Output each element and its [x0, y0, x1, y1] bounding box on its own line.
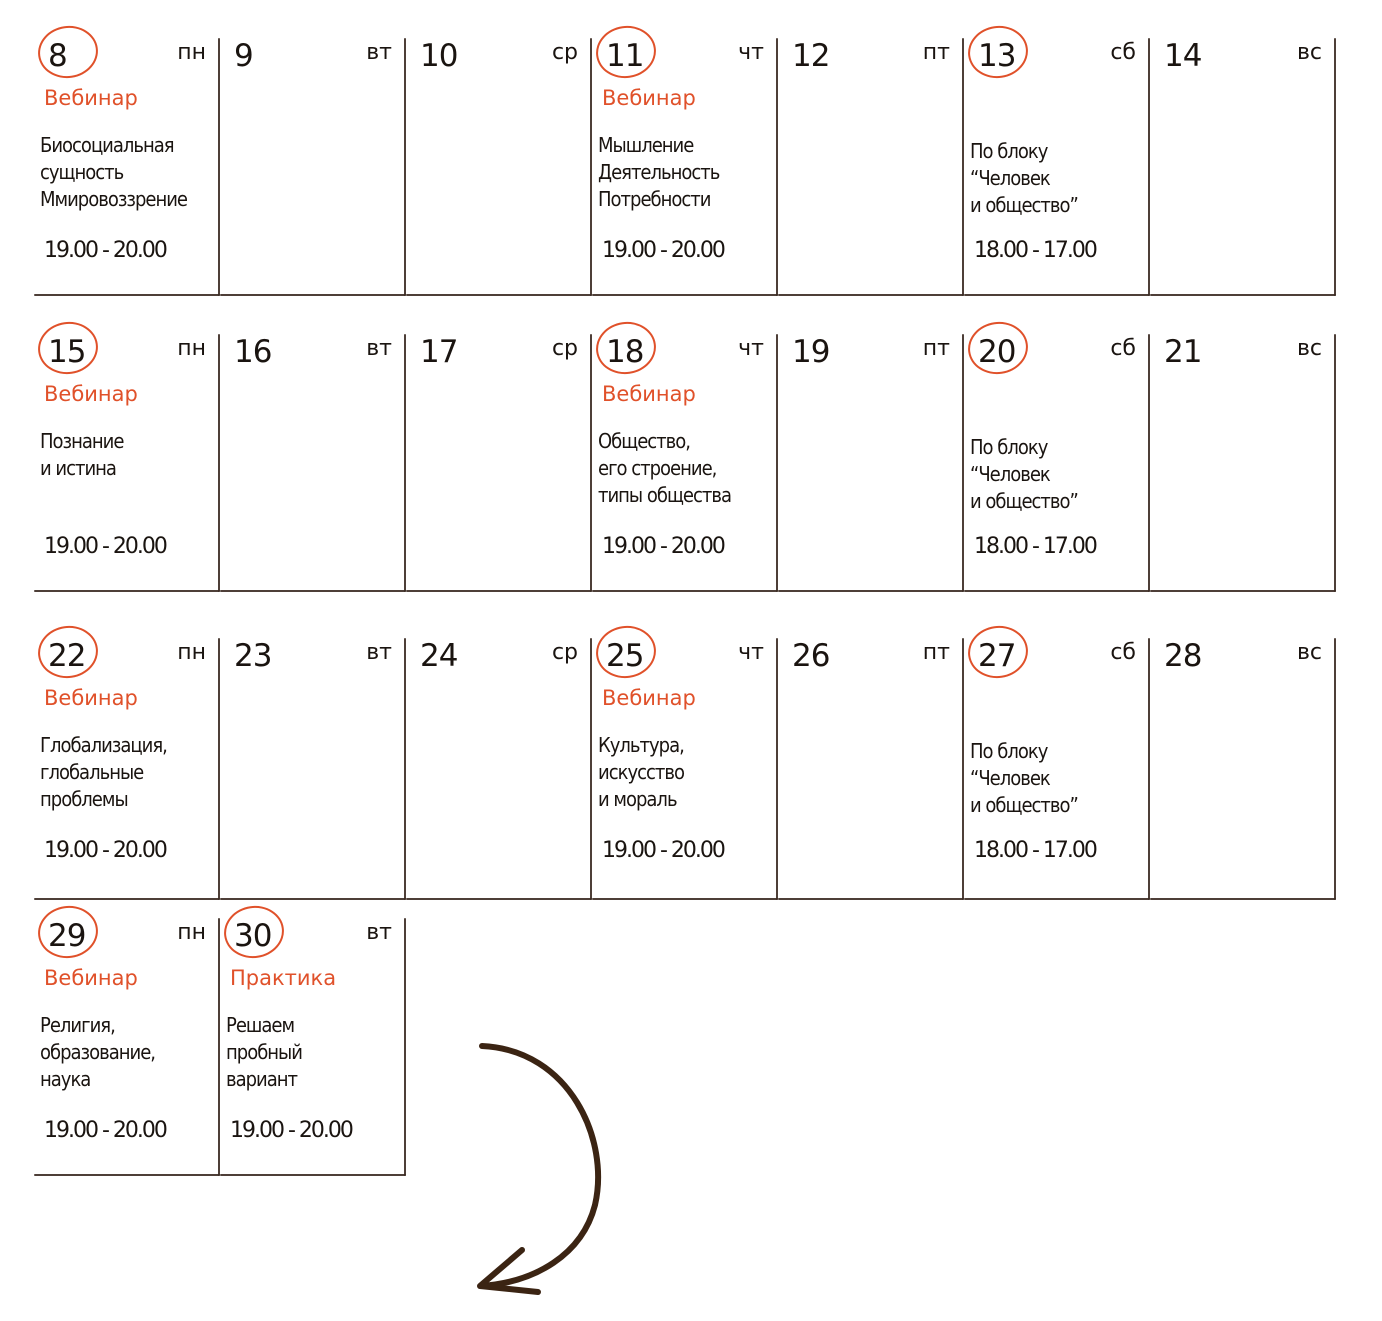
day-cell — [406, 38, 592, 296]
day-number: 9 — [234, 38, 253, 74]
day-cell — [1150, 638, 1336, 900]
day-number: 24 — [420, 638, 458, 674]
day-number: 27 — [978, 638, 1016, 674]
cell-divider — [778, 294, 964, 296]
day-of-week: чт — [738, 336, 764, 361]
day-cell — [964, 334, 1150, 592]
cell-divider — [964, 898, 1150, 900]
event-topic: Решаем пробный вариант — [226, 1013, 302, 1091]
event-time: 18.00 - 17.00 — [974, 238, 1096, 263]
day-number: 20 — [978, 334, 1016, 370]
day-of-week: ср — [551, 640, 578, 665]
event-topic: По блоку “Человек и общество” — [970, 739, 1078, 817]
day-of-week: вт — [366, 640, 392, 665]
day-of-week: пт — [922, 40, 950, 65]
event-topic: Биосоциальная сущность Ммировоззрение — [40, 133, 188, 211]
cell-divider — [220, 590, 406, 592]
day-number: 16 — [234, 334, 272, 370]
day-cell — [1150, 38, 1336, 296]
cell-divider — [220, 294, 406, 296]
day-cell — [34, 918, 220, 1176]
event-type-label: Вебинар — [602, 382, 696, 406]
day-of-week: ср — [551, 40, 578, 65]
day-cell — [964, 638, 1150, 900]
event-time: 19.00 - 20.00 — [44, 838, 166, 863]
event-topic: Общество, его строение, типы общества — [598, 429, 731, 507]
day-cell — [406, 638, 592, 900]
day-cell — [406, 334, 592, 592]
day-of-week: вт — [366, 40, 392, 65]
event-topic: Культура, искусство и мораль — [598, 733, 684, 811]
day-cell — [34, 638, 220, 900]
event-time: 19.00 - 20.00 — [602, 838, 724, 863]
day-number: 12 — [792, 38, 830, 74]
day-of-week: пн — [177, 40, 206, 65]
event-time: 19.00 - 20.00 — [602, 534, 724, 559]
day-number: 22 — [48, 638, 86, 674]
event-time: 19.00 - 20.00 — [230, 1118, 352, 1143]
day-cell — [592, 38, 778, 296]
event-topic: Мышление Деятельность Потребности — [598, 133, 720, 211]
cell-divider — [964, 294, 1150, 296]
event-type-label: Вебинар — [602, 86, 696, 110]
cell-divider — [778, 590, 964, 592]
day-of-week: вс — [1296, 640, 1322, 665]
day-number: 14 — [1164, 38, 1202, 74]
day-of-week: ср — [551, 336, 578, 361]
cell-divider — [406, 898, 592, 900]
day-number: 13 — [978, 38, 1016, 74]
day-cell — [778, 334, 964, 592]
cell-divider — [592, 294, 778, 296]
day-cell — [34, 334, 220, 592]
day-of-week: пн — [177, 920, 206, 945]
cell-divider — [1334, 638, 1336, 900]
day-of-week: пт — [922, 336, 950, 361]
day-cell — [592, 334, 778, 592]
cell-divider — [34, 898, 220, 900]
cell-divider — [406, 590, 592, 592]
event-time: 18.00 - 17.00 — [974, 534, 1096, 559]
event-topic: Глобализация, глобальные проблемы — [40, 733, 167, 811]
day-of-week: пн — [177, 640, 206, 665]
day-number: 19 — [792, 334, 830, 370]
cell-divider — [964, 590, 1150, 592]
day-number: 15 — [48, 334, 86, 370]
day-cell — [1150, 334, 1336, 592]
cell-divider — [34, 590, 220, 592]
day-of-week: вс — [1296, 336, 1322, 361]
event-topic: По блоку “Человек и общество” — [970, 435, 1078, 513]
cell-divider — [1150, 294, 1336, 296]
cell-divider — [778, 898, 964, 900]
cell-divider — [34, 294, 220, 296]
curved-arrow-down-left-icon — [460, 1030, 620, 1300]
day-cell — [220, 38, 406, 296]
day-cell — [220, 918, 406, 1176]
event-type-label: Вебинар — [44, 382, 138, 406]
day-number: 11 — [606, 38, 644, 74]
day-cell — [34, 38, 220, 296]
day-number: 17 — [420, 334, 458, 370]
day-number: 28 — [1164, 638, 1202, 674]
day-cell — [220, 638, 406, 900]
day-of-week: вт — [366, 920, 392, 945]
day-cell — [964, 38, 1150, 296]
day-number: 25 — [606, 638, 644, 674]
cell-divider — [1334, 334, 1336, 592]
day-cell — [220, 334, 406, 592]
event-time: 19.00 - 20.00 — [44, 534, 166, 559]
event-time: 19.00 - 20.00 — [44, 238, 166, 263]
day-number: 21 — [1164, 334, 1202, 370]
day-of-week: сб — [1110, 640, 1136, 665]
cell-divider — [220, 898, 406, 900]
event-type-label: Вебинар — [602, 686, 696, 710]
day-of-week: чт — [738, 40, 764, 65]
cell-divider — [1150, 898, 1336, 900]
event-type-label: Вебинар — [44, 966, 138, 990]
event-topic: По блоку “Человек и общество” — [970, 139, 1078, 217]
day-of-week: пн — [177, 336, 206, 361]
day-number: 23 — [234, 638, 272, 674]
event-time: 18.00 - 17.00 — [974, 838, 1096, 863]
day-highlight-circle — [35, 22, 102, 82]
event-type-label: Вебинар — [44, 686, 138, 710]
day-number: 29 — [48, 918, 86, 954]
day-of-week: сб — [1110, 40, 1136, 65]
cell-divider — [592, 898, 778, 900]
event-time: 19.00 - 20.00 — [44, 1118, 166, 1143]
day-number: 18 — [606, 334, 644, 370]
event-topic: Познание и истина — [40, 429, 124, 480]
event-type-label: Вебинар — [44, 86, 138, 110]
day-number: 30 — [234, 918, 272, 954]
event-topic: Религия, образование, наука — [40, 1013, 156, 1091]
day-number: 26 — [792, 638, 830, 674]
day-of-week: вт — [366, 336, 392, 361]
day-number: 10 — [420, 38, 458, 74]
cell-divider — [1334, 38, 1336, 296]
day-of-week: пт — [922, 640, 950, 665]
day-cell — [778, 638, 964, 900]
event-time: 19.00 - 20.00 — [602, 238, 724, 263]
day-cell — [778, 38, 964, 296]
cell-divider — [592, 590, 778, 592]
day-of-week: вс — [1296, 40, 1322, 65]
cell-divider — [1150, 590, 1336, 592]
cell-divider — [34, 1174, 220, 1176]
day-cell — [592, 638, 778, 900]
event-type-label: Практика — [230, 966, 337, 990]
day-of-week: сб — [1110, 336, 1136, 361]
day-number: 8 — [48, 38, 67, 74]
cell-divider — [406, 294, 592, 296]
day-of-week: чт — [738, 640, 764, 665]
cell-divider — [220, 1174, 406, 1176]
